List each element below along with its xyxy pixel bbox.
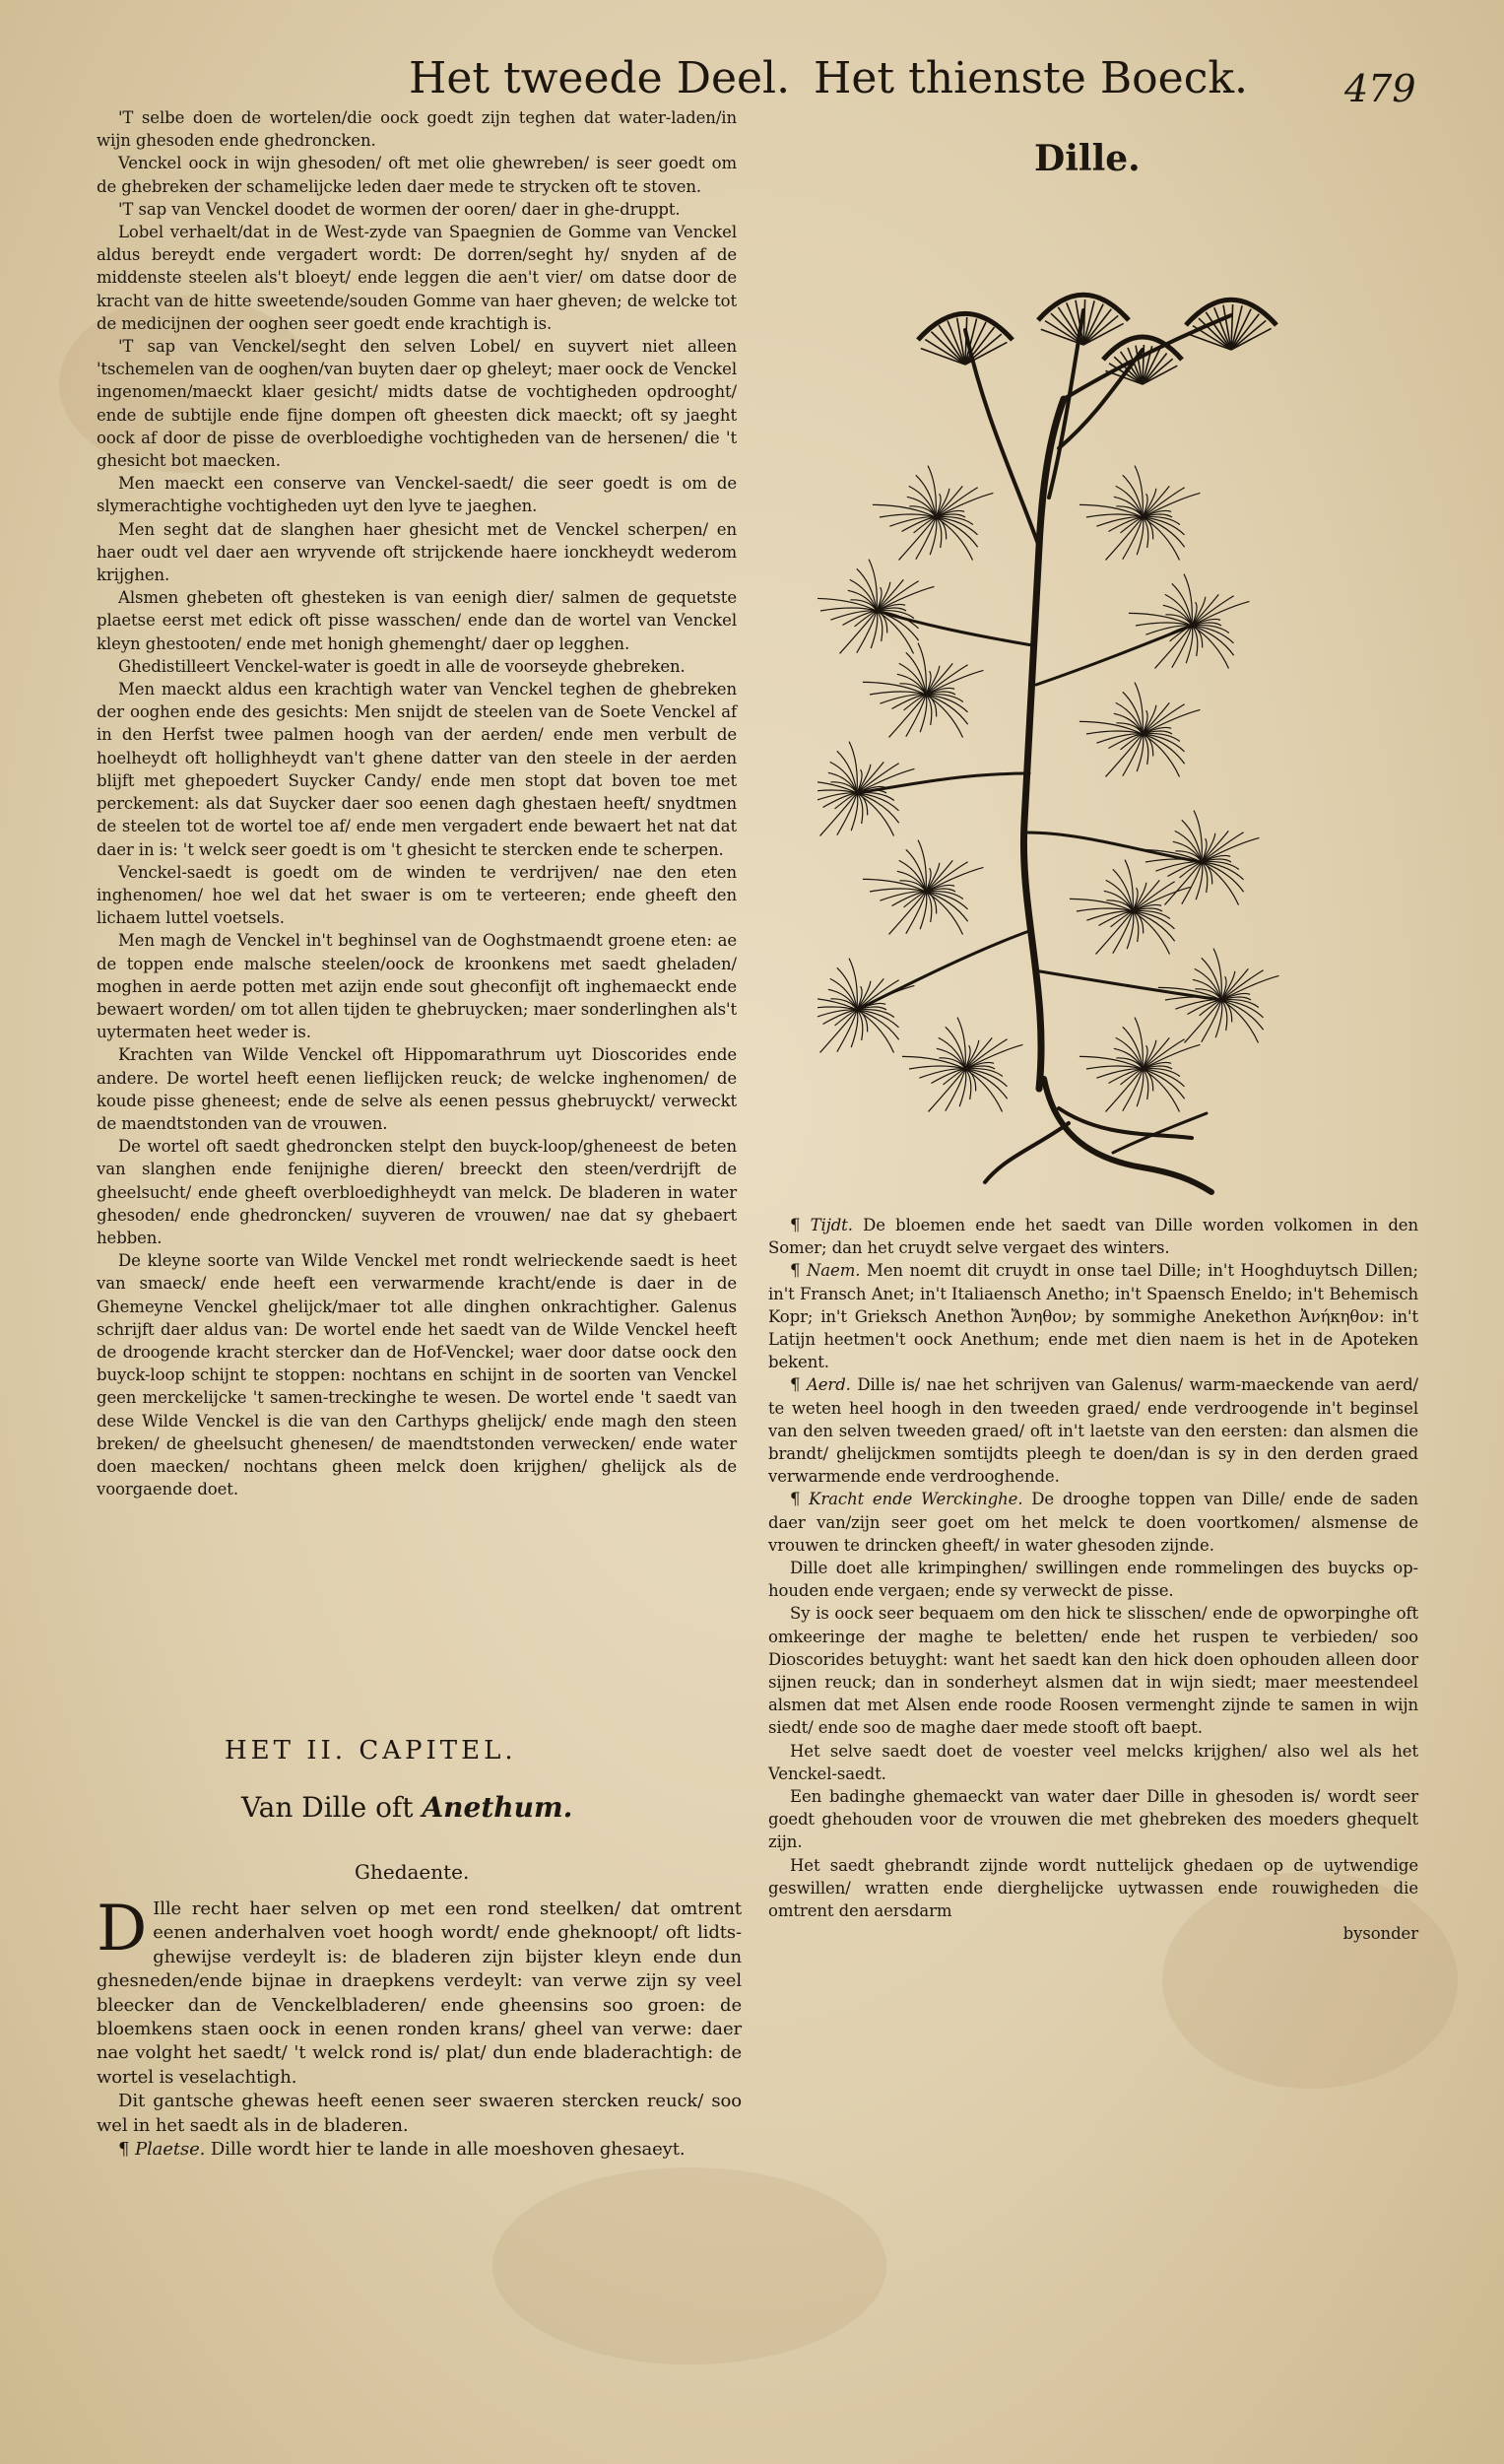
subtitle-plain: Van Dille oft <box>241 1791 423 1824</box>
chapter-heading: HET II. CAPITEL. <box>225 1736 517 1765</box>
paragraph: ¶ Aerd. Dille is/ nae het schrijven van Galenus/ warm-maeckende van aerd/ te weten heel hoogh in den tweeden graed/ ende verdroogende in't beginsel van den selven tweeden graed/ oft in't laetste van den eersten: dan alsmen die brandt/ ghelijckmen somtijdts pleegh te doen/dan is sy in den derden graed verwarmende ende verdrooghende. <box>768 1375 1418 1487</box>
placement-text: Dille wordt hier te lande in alle moeshoven ghesaeyt. <box>210 2139 686 2161</box>
paragraph <box>768 1854 1418 1923</box>
marginal-label: Kracht ende Werckinghe. <box>809 1490 1023 1509</box>
paragraph: 'T sap van Venckel doodet de wormen der ooren/ daer in ghe-druppt. <box>118 199 681 219</box>
paragraph: Men seght dat de slanghen haer ghesicht met de Venckel scherpen/ en haer oudt vel daer aen wryvende oft strijckende haere ionckheydt wederom krijghen. <box>97 519 737 585</box>
paragraph: ¶ Kracht ende Werckinghe. De drooghe toppen van Dille/ ende de saden daer van/zijn seer goet om het melck te doen voortkomen/ alsmense de vrouwen te drincken gheeft/ in water ghesoden zijnde. <box>768 1490 1418 1555</box>
plant-title: Dille. <box>1034 138 1141 179</box>
paragraph-text: Het saedt ghebrandt zijnde wordt nuttelijck ghedaen op de uytwendige geswillen/ wratten ende dierghelijcke uytwassen ende rouwigheden die omtrent den aersdarm <box>768 1855 1418 1921</box>
section-heading: Ghedaente. <box>355 1860 470 1884</box>
header-part-title: Het tweede Deel. <box>409 53 791 103</box>
paragraph: Men maeckt aldus een krachtigh water van Venckel teghen de ghebreken der ooghen ende des gesichts: Men snijdt de steelen van de Soete Venckel af in den Herfst twee palmen hoogh van der aerden/ ende men verbult de hoelheydt oft hollighheydt van't ghene datter van den steele in der aerden blijft met ghepoedert Suycker Candy/ ende men stopt dat boven toe met perckement: als dat Suycker daer soo eenen dagh ghestaen heeft/ snydtmen de steelen tot de wortel toe af/ ende men vergadert ende bewaert het nat dat daer in is: 't welck seer goedt is om 't ghesicht te stercken ende te scherpen. <box>97 680 737 859</box>
dill-plant-woodcut-icon <box>817 222 1359 1197</box>
paragraph: Venckel oock in wijn ghesoden/ oft met olie ghewreben/ is seer goedt om de ghebreken der schamelijcke leden daer mede te strycken oft te stoven. <box>97 154 737 196</box>
paragraph: Lobel verhaelt/dat in de West-zyde van Spaegnien de Gomme van Venckel aldus bereydt ende vergadert wordt: De dorren/seght hy/ snyden af de middenste steelen als't bloeyt/ ende leggen die aen't vier/ om datse door de kracht van de hitte sweetende/souden Gomme van haer gheven; de welcke tot de medicijnen der ooghen seer goedt ende krachtigh is. <box>97 223 737 333</box>
left-column-bottom-text <box>97 1893 742 2162</box>
paragraph-text: Dille doet alle krimpinghen/ swillingen ende rommelingen des buycks op-houden ende vergaen; ende sy verweckt de pisse. <box>768 1559 1418 1601</box>
chapter-subtitle <box>241 1791 572 1824</box>
paragraph: De kleyne soorte van Wilde Venckel met rondt welrieckende saedt is heet van smaeck/ ende heeft een verwarmende kracht/ende is daer in de Ghemeyne Venckel ghelijck/maer tot alle dinghen onkrachtigher. Galenus schrijft daer aldus van: De wortel ende het saedt van de Wilde Venckel heeft de droogende kracht stercker dan de Hof-Venckel; waer door datse oock den buyck-loop schijnt te stoppen: nochtans en schijnt in de soorten van Venckel geen merckelijcke 't samen-treckinghe te wesen. De wortel ende 't saedt van dese Wilde Venckel is die van den Carthyps ghelijck/ ende magh den steen breken/ de gheelsucht ghenesen/ de maendtstonden verwecken/ ende water doen maecken/ nochtans gheen melck doen krijghen/ ghelijck als de voorgaende doet. <box>97 1251 737 1499</box>
paragraph-text: Sy is oock seer bequaem om den hick te slisschen/ ende de opworpinghe oft omkeeringe der maghe te beletten/ ende het ruspen te verbieden/ soo Dioscorides betuyght: want het saedt kan den hick doen ophouden alleen door sijnen reuck; dan in sonderheyt alsmen dat in wijn siedt; maer meestendeel alsmen dat met Alsen ende roode Roosen vermenght zijnde te samen in wijn siedt/ ende soo de maghe daer mede stooft oft baept. <box>768 1604 1418 1738</box>
marginal-label: Aerd. <box>806 1375 851 1395</box>
paragraph: Venckel-saedt is goedt om de winden te verdrijven/ nae den eten inghenomen/ hoe wel dat het swaer is om te verteeren; ende gheeft den lichaem luttel voetsels. <box>97 862 737 928</box>
paragraph: 'T sap van Venckel/seght den selven Lobel/ en suyvert niet alleen 'tschemelen van de ooghen/van buyten daer op gheleyt; maer oock de Venckel ingenomen/maeckt klaer gesicht/ midts datse de vochtigheden opdrooght/ ende de subtijle ende fijne dompen oft gheesten dick maeckt; oft sy jaeght oock af door de pisse de overbloedighe vochtigheden van de hersenen/ die 't ghesicht bot maecken. <box>97 337 737 471</box>
paragraph: ¶ Naem. Men noemt dit cruydt in onse tael Dille; in't Hooghduytsch Dillen; in't Fransch Anet; in't Italiaensch Anetho; in't Spaensch Eneldo; in't Behemisch Kopr; in't Grieksch Anethon Ἄνηθον; by sommighe Anekethon Ἀνήκηθον: in't Latijn heetmen't oock Anethum; ende met dien naem is het in de Apoteken bekent. <box>768 1261 1418 1372</box>
paragraph-text: De bloemen ende het saedt van Dille worden volkomen in den Somer; dan het cruydt selve vergaet des winters. <box>768 1216 1418 1258</box>
header-book-title: Het thienste Boeck. <box>814 53 1248 103</box>
placement-paragraph: ¶ Plaetse. Dille wordt hier te lande in alle moeshoven ghesaeyt. <box>118 2139 686 2161</box>
marginal-label: Naem. <box>806 1261 861 1281</box>
paragraph: Men maeckt een conserve van Venckel-saedt/ die seer goedt is om de slymerachtighe vochtigheden uyt den lyve te jaeghen. <box>97 474 737 516</box>
paragraph: Alsmen ghebeten oft ghesteken is van eenigh dier/ salmen de gequetste plaetse eerst met edick oft pisse wasschen/ ende dan de wortel van Venckel kleyn ghestooten/ ende met honigh ghemenght/ daer op legghen. <box>97 588 737 653</box>
paragraph <box>768 1922 1418 1945</box>
left-column-top-text <box>97 106 737 1500</box>
right-column-text <box>768 1214 1418 1946</box>
paragraph-text: Dille is/ nae het schrijven van Galenus/ warm-maeckende van aerd/ te weten heel hoogh in den tweeden graed/ ende verdroogende in't beginsel van den selven tweeden graed/ oft in't laetste van den eersten: dan alsmen die brandt/ ghelijckmen somtijdts pleegh te doen/dan is sy in den derden graed verwarmende ende verdrooghende. <box>768 1375 1418 1487</box>
paragraph: Men magh de Venckel in't beghinsel van de Ooghstmaendt groene eten: ae de toppen ende malsche steelen/oock de kroonkens met saedt gheladen/ moghen in aerde potten met azijn ende sout gheconfijt oft inghemaeckt ende bewaert worden/ om tot allen tijden te ghebruycken; maer sonderlinghen als't uytermaten heet weder is. <box>97 931 737 1042</box>
drop-cap: D <box>97 1893 148 1965</box>
paragraph <box>768 1740 1418 1785</box>
paragraph: De wortel oft saedt ghedroncken stelpt den buyck-loop/gheneest de beten van slanghen ende fenijnighe dieren/ breeckt den steen/verdrijft de gheelsucht/ ende gheeft overbloedighheydt van melck. De bladeren in water ghesoden/ ende ghedroncken/ suyveren de vrouwen/ nae dat sy ghebaert hebben. <box>97 1137 737 1247</box>
paragraph <box>768 1602 1418 1739</box>
marginal-label: Tijdt. <box>810 1216 853 1234</box>
paragraph-text: De drooghe toppen van Dille/ ende de saden daer van/zijn seer goet om het melck te doen voortkomen/ alsmense de vrouwen te drincken gheeft/ in water ghesoden zijnde. <box>768 1490 1418 1555</box>
paragraph: 'T selbe doen de wortelen/die oock goedt zijn teghen dat water-laden/in wijn ghesoden ende ghedroncken. <box>97 108 737 151</box>
placement-label: Plaetse. <box>134 2139 206 2161</box>
paragraph-text: Het selve saedt doet de voester veel melcks krijghen/ also wel als het Venckel-saedt. <box>768 1741 1418 1783</box>
paragraph <box>768 1557 1418 1602</box>
paragraph: Krachten van Wilde Venckel oft Hippomarathrum uyt Dioscorides ende andere. De wortel heeft eenen lieflijcken reuck; de welcke inghenomen/ de koude pisse gheneest; ende de selve als eenen pessus ghebruyckt/ verweckt de maendtstonden van de vrouwen. <box>97 1045 737 1133</box>
paragraph: Ghedistilleert Venckel-water is goedt in alle de voorseyde ghebreken. <box>118 656 686 676</box>
paragraph: Dit gantsche ghewas heeft eenen seer swaeren stercken reuck/ soo wel in het saedt als in de bladeren. <box>97 2091 742 2136</box>
paragraph: ¶ Tijdt. De bloemen ende het saedt van Dille worden volkomen in den Somer; dan het cruydt selve vergaet des winters. <box>768 1216 1418 1258</box>
paper-stain <box>492 2167 886 2364</box>
subtitle-latin: Anethum. <box>422 1791 573 1824</box>
page-number: 479 <box>1344 67 1416 110</box>
paragraph-text: bysonder <box>1342 1924 1418 1944</box>
first-paragraph-text: Ille recht haer selven op met een rond steelken/ dat omtrent eenen anderhalven voet hoogh wordt/ ende gheknoopt/ oft lidts-ghewijse verdeylt is: de bladeren zijn bijster kleyn ende dun ghesneden/ende bijnae in draepkens verdeylt: van verwe zijn sy veel bleecker dan de Venckelbladeren/ ende gheensins soo groen: de bloemkens staen oock in eenen ronden krans/ gheel van verwe: daer nae volght het saedt/ 't welck rond is/ plat/ dun ende bladerachtigh: de wortel is veselachtigh. <box>97 1898 742 2088</box>
paragraph-text: Een badinghe ghemaeckt van water daer Dille in ghesoden is/ wordt seer goedt ghehouden voor de vrouwen die met ghebreken des moeders ghequelt zijn. <box>768 1787 1418 1852</box>
first-paragraph <box>97 1893 742 2090</box>
paragraph-text: Men noemt dit cruydt in onse tael Dille; in't Hooghduytsch Dillen; in't Fransch Anet; in't Italiaensch Anetho; in't Spaensch Eneldo; in't Behemisch Kopr; in't Grieksch Anethon Ἄνηθον; by sommighe Anekethon Ἀνήκηθον: in't Latijn heetmen't oock Anethum; ende met dien naem is het in de Apoteken bekent. <box>768 1261 1418 1372</box>
paragraph <box>768 1785 1418 1854</box>
